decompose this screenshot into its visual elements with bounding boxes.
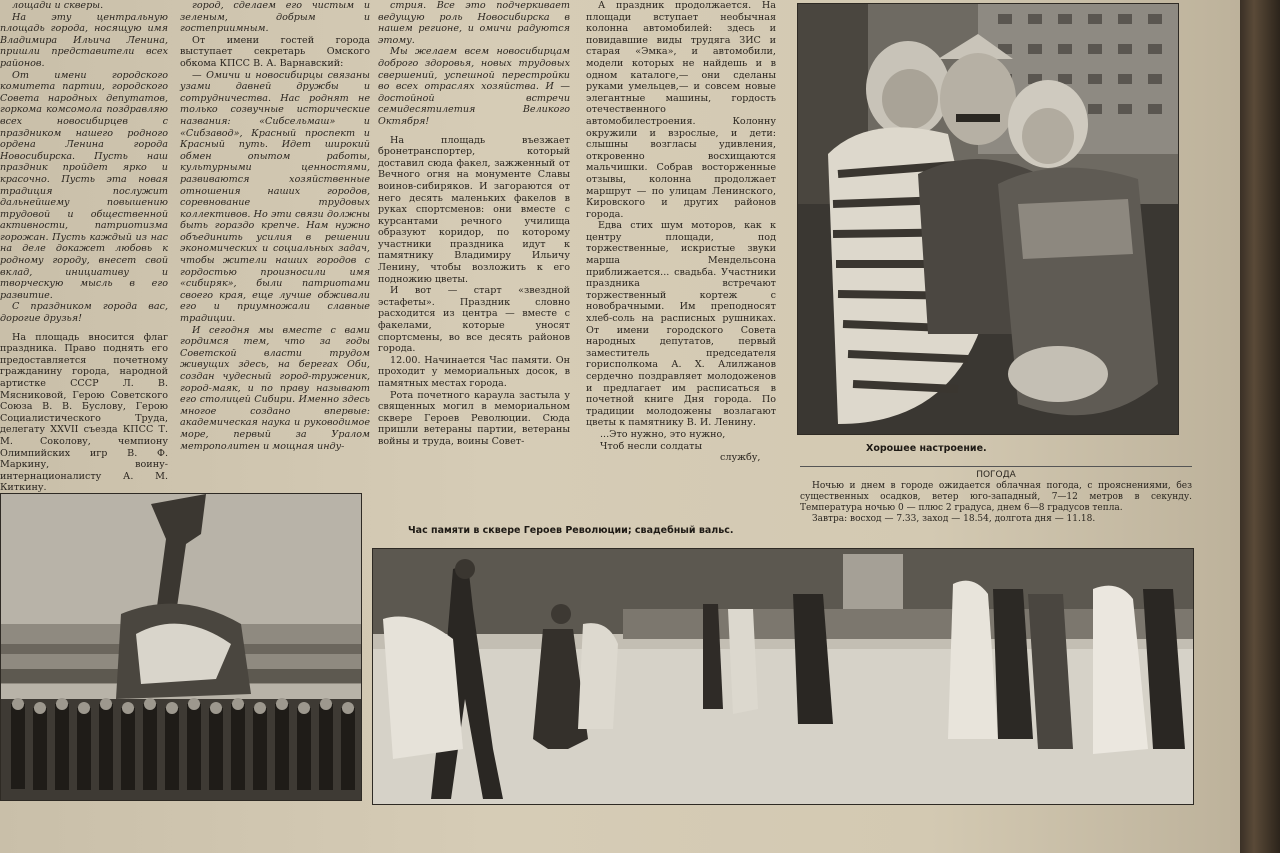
col4-paragraph: А праздник продолжается. На площади вступает необычная колонна автомобилей: здесь и повидавшие виды трудяга ЗИС и старая «Эмка», и автомобили, модели которых не найдешь и в одном каталоге,— они сделаны руками умельцев,— и совсем новые элегантные машины, гордость отечественного автомобилестроения. Колонну окружили и взрослые, и дети: слышны возгласы удивления, откровенно восхищаются мальчишки. Собрав восторженные отзывы, колонна продолжает маршрут — по улицам Ленинского, Кировского и других районов города. (586, 0, 776, 220)
article-column-1 (0, 0, 168, 494)
photo-family-image (798, 4, 1178, 434)
col1-paragraph: От имени городского комитета партии, городского Совета народных депутатов, горкома комсомола поздравляю всех новосибирцев с праздником нашего родного ордена Ленина города Новосибирска. Пусть наш праздник пройдет ярко и красочно. Пусть эта новая традиция послужит дальнейшему повышению трудовой и общественной активности, патриотизма горожан. Пусть каждый из нас на деле докажет любовь к родному городу, внесет свой вклад, инициативу и творческую мысль в его развитие. (0, 69, 168, 301)
caption-memorial-waltz: Час памяти в сквере Героев Революции; свадебный вальс. (408, 525, 734, 536)
page-edge-shadow (1240, 0, 1280, 853)
caption-family-photo: Хорошее настроение. (866, 443, 987, 454)
article-column-3 (378, 0, 570, 448)
poem-line: службу, (720, 452, 761, 464)
poem (586, 429, 776, 464)
photo-wedding-waltz (372, 548, 1194, 805)
photo-monument (0, 493, 362, 801)
poem-line: Чтоб несли солдаты (600, 440, 703, 452)
col1-paragraph: На эту центральную площадь города, носящую имя Владимира Ильича Ленина, пришли представители всех районов. (0, 11, 168, 69)
col2-paragraph: От имени гостей города выступает секретарь Омского обкома КПСС В. А. Варнавский: (180, 34, 370, 69)
photo-waltz-image (373, 549, 1193, 804)
photo-monument-image (1, 494, 361, 800)
col3-paragraph: Рота почетного караула застыла у священных могил в мемориальном сквере Героев Революции. Сюда пришли ветераны партии, ветераны войны и труда, воины Совет- (378, 389, 570, 447)
col3-paragraph: 12.00. Начинается Час памяти. Он проходит у мемориальных досок, в памятных местах города. (378, 354, 570, 389)
col2-paragraph: город, сделаем его чистым и зеленым, добрым и гостеприимным. (180, 0, 370, 35)
article-column-2 (180, 0, 370, 452)
photo-family-portrait (797, 3, 1179, 435)
col3-paragraph: стрия. Все это подчеркивает ведущую роль Новосибирска в нашем регионе, и омичи радуются этому. (378, 0, 570, 46)
col2-paragraph: И сегодня мы вместе с вами гордимся тем, что за годы Советской власти трудом живущих здесь, на берегах Оби, создан чудесный город-труженик, город-маяк, и по праву называют его столицей Сибири. Именно здесь многое создано впервые: академическая наука и руководимое море, первый за Уралом метрополитен и мощная инду- (180, 324, 370, 452)
col2-paragraph: — Омичи и новосибирцы связаны узами давней дружбы и сотрудничества. Нас роднят не только созвучные исторические названия: «Сибсельмаш» и «Сибзавод», Красный проспект и Красный путь. Идет широкий обмен опытом работы, культурными ценностями, развиваются хозяйственные отношения наших городов, соревнование трудовых коллективов. Но эти связи должны быть гораздо крепче. Нам нужно объединить усилия в решении экономических и социальных задач, чтобы жители наших городов с гордостью произносили имя «сибиряк», были патриотами своего края, еще лучше обживали его и приумножали славные традиции. (180, 69, 370, 325)
col1-paragraph: лощади и скверы. (12, 0, 104, 11)
col4-paragraph: Едва стих шум моторов, как к центру площади, под торжественные, искристые звуки марша Мендельсона приближается... свадьба. Участники праздника встречают торжественный кортеж с новобрачными. Им преподносят хлеб-соль на расписных рушниках. От имени городского Совета народных депутатов, первый заместитель председателя горисполкома А. Х. Алилжанов сердечно поздравляет молодоженов и предлагает им расписаться в почетной книге Дня города. По традиции молодожены возлагают цветы к памятнику В. И. Ленину. (586, 220, 776, 429)
col1-paragraph: С праздником города вас, дорогие друзья! (0, 301, 168, 325)
poem-line: ...Это нужно, это нужно, (600, 428, 726, 440)
col3-paragraph: И вот — старт «звездной эстафеты». Праздник словно расходится из центра — вместе с факелами, которые уносят спортсмены, во все десять районов города. (378, 285, 570, 355)
weather-tomorrow: Завтра: восход — 7.33, заход — 18.54, долгота дня — 11.18. (812, 514, 1096, 524)
col3-paragraph: На площадь въезжает бронетранспортер, который доставил сюда факел, зажженный от Вечного огня на монументе Славы воинов-сибиряков. И загораются от него десять маленьких факелов в руках спортсменов: они вместе с курсантами речного училища образуют коридор, по которому участники праздника идут к памятнику Владимиру Ильичу Ленину, чтобы возложить к его подножию цветы. (378, 134, 570, 285)
weather-title: ПОГОДА (976, 470, 1016, 480)
weather-box (800, 466, 1192, 537)
col1-paragraph: На площадь вносится флаг праздника. Право поднять его предоставляется почетному гражданину города, народной артистке СССР Л. В. Мясниковой, Герою Советского Союза В. В. Буслову, Герою Социалистического Труда, делегату XXVII съезда КПСС Т. М. Соколову, чемпиону Олимпийских игр В. Ф. Маркину, воину-интернационалисту А. М. Киткину. (0, 331, 168, 494)
col3-paragraph: Мы желаем всем новосибирцам доброго здоровья, новых трудовых свершений, успешной перестройки во всех отраслях хозяйства. И — достойной встречи семидесятилетия Великого Октября! (378, 46, 570, 127)
article-column-4 (586, 0, 776, 464)
weather-forecast: Ночью и днем в городе ожидается облачная погода, с прояснениями, без существенных осадков, ветер юго-западный, 7—12 метров в секунду. Температура ночью 0 — плюс 2 градуса, днем 6—8 градусов тепла. (800, 481, 1192, 513)
